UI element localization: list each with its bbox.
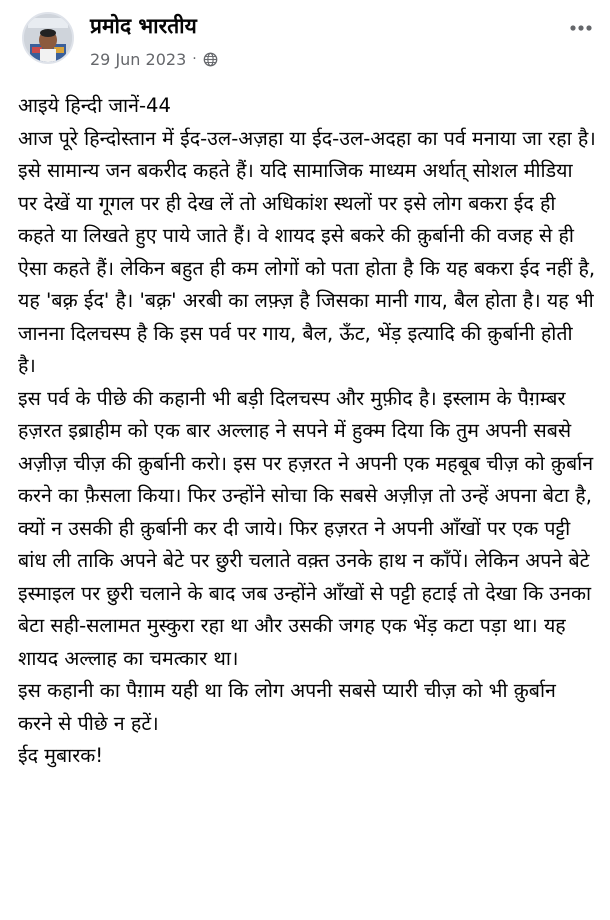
post-heading: आइये हिन्दी जानें-44 xyxy=(18,94,171,117)
globe-icon[interactable] xyxy=(203,52,218,67)
post-paragraph: इस कहानी का पैग़ाम यही था कि लोग अपनी सबसे प्यारी चीज़ को भी क़ुर्बान करने से पीछे न हटें। xyxy=(18,679,556,735)
more-options-button[interactable] xyxy=(566,14,596,38)
post-body xyxy=(18,90,596,773)
post-meta xyxy=(90,48,218,70)
post-paragraph: इस पर्व के पीछे की कहानी भी बड़ी दिलचस्प और मुफ़ीद है। इस्लाम के पैग़म्बर हज़रत इब्राहीम को एक बार अल्लाह ने सपने में हुक्म दिया कि तुम अपनी सबसे अज़ीज़ चीज़ की क़ुर्बानी करो। इस पर हज़रत ने अपनी एक महबूब चीज़ को क़ुर्बान करने का फ़ैसला किया। फिर उन्होंने सोचा कि सबसे अज़ीज़ तो उन्हें अपना बेटा है, क्यों न उसकी ही क़ुर्बानी कर दी जाये। फिर हज़रत ने अपनी आँखों पर एक पट्टी बांध ली ताकि अपने बेटे पर छुरी चलाते वक़्त उनके हाथ न काँपें। लेकिन अपने बेटे इस्माइल पर छुरी चलाने के बाद जब उन्होंने आँखों से पट्टी हटाई तो देखा कि उनका बेटा सही-सलामत मुस्कुरा रहा था और उसकी जगह एक भेंड़ कटा पड़ा था। यह शायद अल्लाह का चमत्कार था। xyxy=(18,386,594,670)
avatar[interactable] xyxy=(22,12,74,64)
more-horizontal-icon xyxy=(569,17,593,36)
post-closing: ईद मुबारक! xyxy=(18,744,104,767)
post-header xyxy=(0,0,610,84)
meta-separator: · xyxy=(192,51,197,67)
avatar-photo xyxy=(24,14,72,62)
post-date[interactable]: 29 Jun 2023 xyxy=(90,49,187,69)
post-paragraph: आज पूरे हिन्दोस्तान में ईद-उल-अज़हा या ईद-उल-अदहा का पर्व मनाया जा रहा है। इसे सामान्य जन बकरीद कहते हैं। यदि सामाजिक माध्यम अर्थात् सोशल मीडिया पर देखें या गूगल पर ही देख लें तो अधिकांश स्थलों पर इसे लोग बकरा ईद ही कहते या लिखते हुए पाये जाते हैं। वे शायद इसे बकरे की क़ुर्बानी की वजह से ही ऐसा कहते हैं। लेकिन बहुत ही कम लोगों को पता होता है कि यह बकरा ईद नहीं है, यह 'बक़्र ईद' है। 'बक़्र' अरबी का लफ़्ज़ है जिसका मानी गाय, बैल होता है। यह भी जानना दिलचस्प है कि इस पर्व पर गाय, बैल, ऊँट, भेंड़ इत्यादि की क़ुर्बानी होती है। xyxy=(18,126,596,377)
author-name[interactable]: प्रमोद भारतीय xyxy=(90,14,197,38)
